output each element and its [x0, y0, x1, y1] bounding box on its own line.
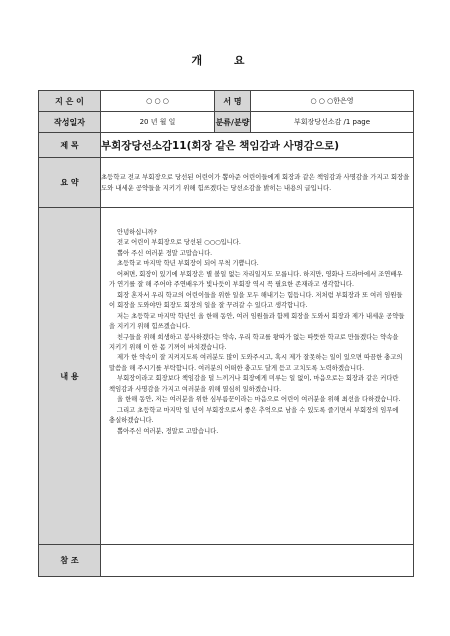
- content-paragraph: 전교 어린이 부회장으로 당선된 ○○○입니다.: [117, 239, 241, 247]
- content-paragraph: 초등학교 마지막 학년 부회장이 되어 무척 기쁩니다.: [117, 260, 259, 268]
- summary-form-table: [38, 90, 414, 577]
- page-title: 개 요: [191, 54, 259, 67]
- category-value: 부회장당선소감 /1 page: [251, 112, 414, 133]
- content-paragraph: 부회장이라고 회장보다 책임감을 덜 느끼거나 회장에게 미루는 일 없이, 마음으로는 회장과 같은 커다란 책임감과 사명감을 가지고 여러분을 위해 열심히 일하겠습니다.: [109, 375, 399, 393]
- book-title-label: 서 명: [215, 91, 251, 112]
- subject-value: 부회장당선소감11(회장 같은 책임감과 사명감으로): [101, 133, 414, 158]
- content-paragraph: 친구들을 위해 희생하고 봉사하겠다는 약속, 우리 학교를 왕따가 없는 따뜻한 학교로 만들겠다는 약속을 지키기 위해 이 한 몸 기꺼이 바치겠습니다.: [109, 333, 399, 351]
- content-paragraph: 뽑아주신 여러분, 정말로 고맙습니다.: [117, 427, 219, 435]
- date-label: 작성일자: [39, 112, 101, 133]
- subject-label: 제 목: [39, 133, 101, 158]
- reference-label: 참 조: [39, 545, 101, 577]
- author-value: ○ ○ ○: [101, 91, 215, 112]
- category-label: 분류/분량: [215, 112, 251, 133]
- content-paragraph: 회장 혼자서 우리 학교의 어린이들을 위한 일을 모두 해내기는 힘듭니다. 저처럼 부회장과 또 여러 임원들이 회장을 도와야만 회장도 회장의 일을 잘 꾸려갈 수 있다고 생각합니다.: [109, 291, 403, 310]
- content-paragraph: 그리고 초등학교 마지막 일 년이 부회장으로서 좋은 추억으로 남을 수 있도록 즐기면서 부회장의 임무에 충실하겠습니다.: [109, 406, 399, 425]
- row-reference: [39, 545, 414, 577]
- content-paragraph: 저는 초등학교 마지막 학년인 올 한해 동안, 여러 임원들과 함께 회장을 도와서 회장과 제가 내세운 공약들을 지키기 위해 힘쓰겠습니다.: [109, 312, 405, 331]
- reference-value: [101, 545, 414, 577]
- content-paragraph: 어쩌면, 회장이 있기에 부회장은 별 볼일 없는 자리일지도 모릅니다. 하지만, 영화나 드라마에서 조연배우가 연기를 잘 해 주어야 주연배우가 빛나듯이 부회장 역시 꼭 필요한 존재라고 생각합니다.: [109, 270, 403, 289]
- book-title-value: ○ ○ ○한은영: [251, 91, 414, 112]
- content-label: 내 용: [39, 208, 101, 545]
- row-summary: [39, 158, 414, 208]
- summary-value: 초등학교 전교 부회장으로 당선된 어린이가 뽑아준 어린이들에게 회장과 같은 책임감과 사명감을 가지고 회장을 도와 내세운 공약들을 지키기 위해 힘쓰겠다는 당선소감을 밝히는 내용의 글입니다.: [101, 158, 414, 208]
- summary-label: 요 약: [39, 158, 101, 208]
- row-date: [39, 112, 414, 133]
- content-paragraph: 뽑아 주신 여러분 정말 고맙습니다.: [117, 249, 213, 257]
- row-author: [39, 91, 414, 112]
- content-body: [101, 208, 414, 545]
- row-subject: [39, 133, 414, 158]
- date-value: 20 년 월 일: [101, 112, 215, 133]
- row-content: [39, 208, 414, 545]
- content-paragraph: 안녕하십니까?: [117, 229, 157, 236]
- author-label: 지 은 이: [39, 91, 101, 112]
- content-paragraph: 올 한해 동안, 저는 여러분을 위한 심부름꾼이라는 마음으로 어린이 여러분을 위해 최선을 다하겠습니다.: [117, 396, 401, 404]
- content-paragraph: 제가 한 약속이 잘 지켜지도록 여러분도 많이 도와주시고, 혹시 제가 잘못하는 일이 있으면 따끔한 충고의 말씀을 해 주시기를 부탁합니다. 여러분의 어떠한 충고도 달게 듣고 고치도록 노력하겠습니다.: [109, 354, 403, 372]
